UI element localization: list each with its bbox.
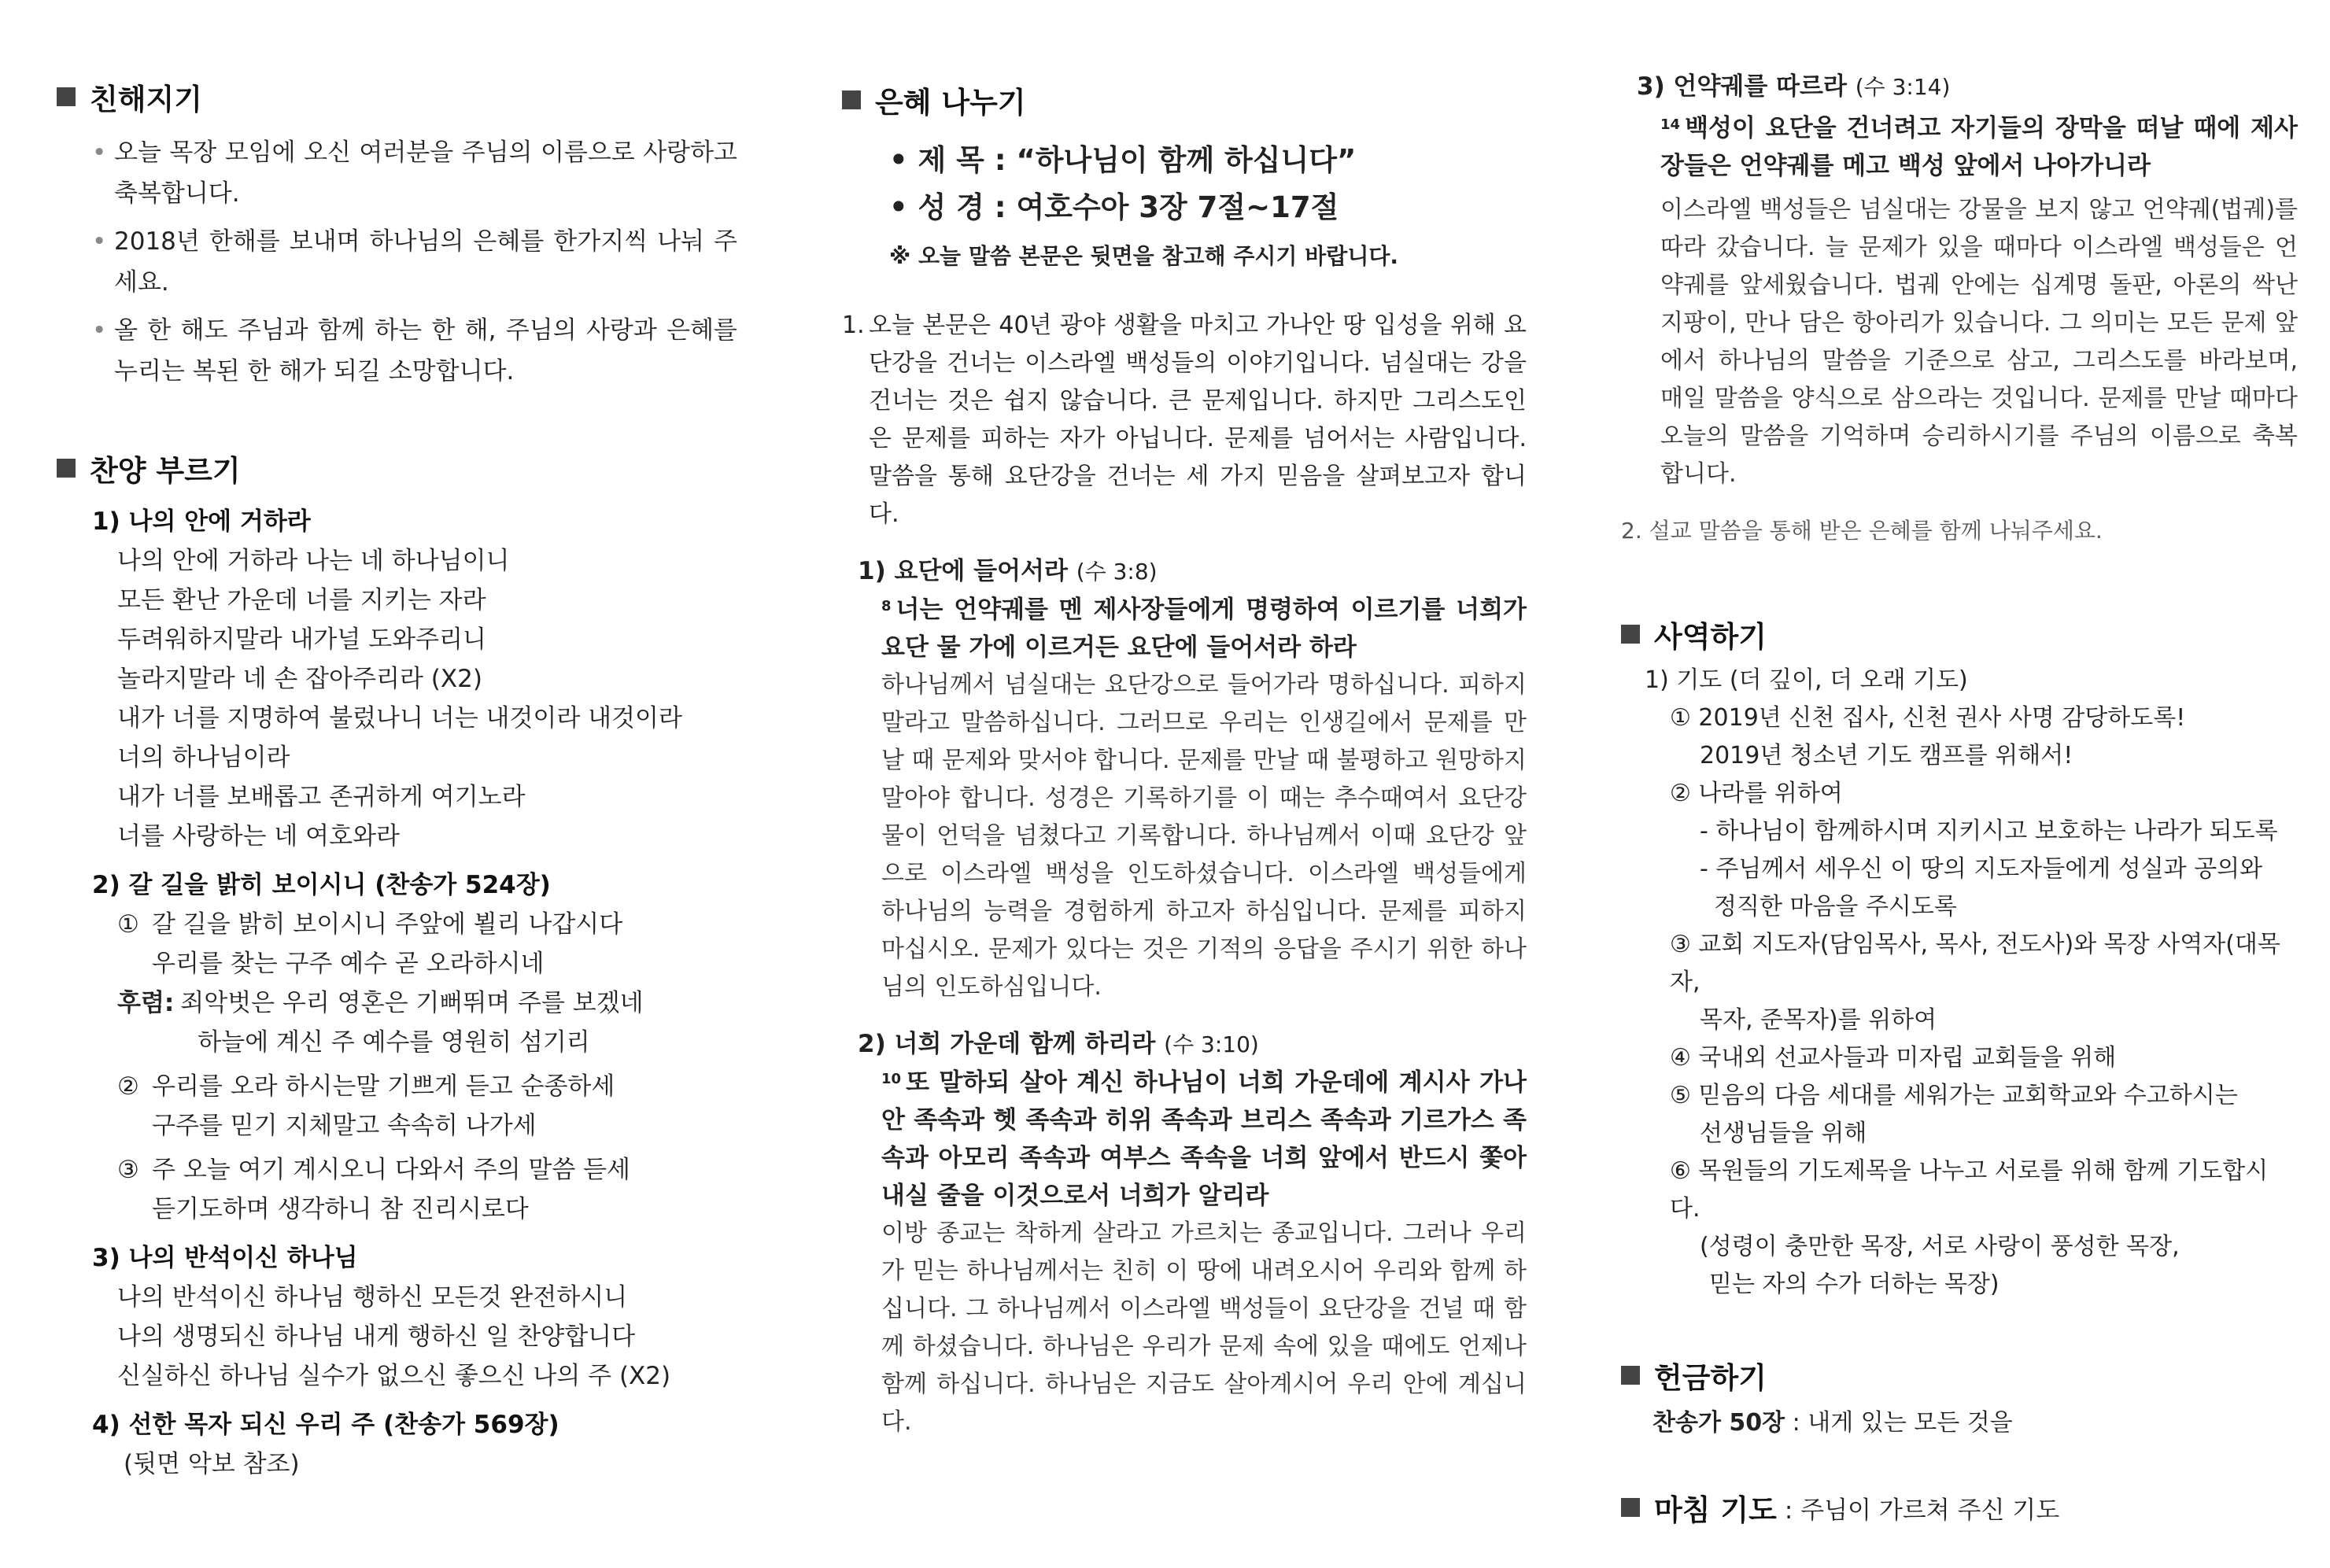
- section-heading-sermon: 은혜 나누기: [842, 79, 1527, 121]
- song-title: 3) 나의 반석이신 하나님: [92, 1244, 358, 1272]
- prayer-line: 2019년 청소년 기도 캠프를 위해서!: [1700, 742, 2073, 769]
- song-lyrics: [117, 1278, 741, 1396]
- square-bullet-icon: [57, 87, 76, 106]
- intro-paragraph: 1. 오늘 본문은 40년 광야 생활을 마치고 가나안 땅 입성을 위해 요단강을 건너는 이스라엘 백성들의 이야기입니다. 넘실대는 강을 건너는 것은 쉽지 않습니다. 큰 문제입니다. 하지만 그리스도인은 문제를 피하는 자가 아닙니다. 문제를 넘어서는 사람입니다. 말씀을 통해 요단강을 건너는 세 가지 믿음을 살펴보고자 합니다.: [842, 312, 1527, 528]
- prayer-line: 1) 기도 (더 깊이, 더 오래 기도): [1645, 666, 1968, 694]
- explanation: 이방 종교는 착하게 살라고 가르치는 종교입니다. 그러나 우리가 믿는 하나님께서는 친히 이 땅에 내려오시어 우리와 함께 하십니다. 그 하나님께서 이스라엘 백성들이 요단강을 건널 때 함께 하셨습니다. 하나님은 우리가 문제 속에 있을 때에도 언제나 함께 하십니다. 하나님은 지금도 살아계시어 우리 안에 계십니다.: [881, 1219, 1527, 1436]
- prayer-list: [1621, 662, 2298, 1304]
- lyric-line: 모든 환난 가운데 너를 지키는 자라: [117, 586, 486, 614]
- lyric-line: 너를 사랑하는 네 여호와라: [117, 822, 400, 850]
- column-middle: [842, 0, 1527, 1441]
- verse: ③ 주 오늘 여기 계시오니 다와서 주의 말씀 듣세 듣기도하며 생각하니 참 진리시로다: [117, 1156, 631, 1223]
- refrain: 후렴: 죄악벗은 우리 영혼은 기뻐뛰며 주를 보겠네 하늘에 계신 주 예수를 영원히 섬기리: [117, 989, 644, 1057]
- lyric-line: 두려워하지말라 내가널 도와주리니: [117, 625, 486, 654]
- prayer-line: ④ 국내외 선교사들과 미자립 교회들을 위해: [1670, 1044, 2117, 1072]
- sermon-topic: • 제 목 : “하나님이 함께 하십니다”: [889, 143, 1357, 177]
- explanation: 이스라엘 백성들은 넘실대는 강물을 보지 않고 언약궤(법궤)를 따라 갔습니다. 늘 문제가 있을 때마다 이스라엘 백성들은 언약궤를 앞세웠습니다. 법궤 안에는 십계명 돌판, 아론의 싹난 지팡이, 만나 담은 항아리가 있습니다. 그 의미는 모든 문제 앞에서 하나님의 말씀을 기준으로 삼고, 그리스도를 바라보며, 매일 말씀을 양식으로 삼으라는 것입니다. 문제를 만날 때마다 오늘의 말씀을 기억하며 승리하시기를 주님의 이름으로 축복합니다.: [1660, 196, 2298, 488]
- prayer-line: ⑥ 목원들의 기도제목을 나누고 서로를 위해 함께 기도합시다.: [1670, 1157, 2269, 1223]
- list-item: • 올 한 해도 주님과 함께 하는 한 해, 주님의 사랑과 은혜를 누리는 복된 한 해가 되길 소망합니다.: [92, 310, 737, 392]
- lyric-line: 신실하신 하나님 실수가 없으신 좋으신 나의 주 (X2): [117, 1362, 671, 1390]
- prayer-line: (성령이 충만한 목장, 서로 사랑이 풍성한 목장,: [1700, 1233, 2180, 1260]
- song-note: (뒷면 악보 참조): [124, 1450, 300, 1478]
- square-bullet-icon: [1621, 1366, 1640, 1385]
- song-list: [92, 502, 741, 1484]
- point-3: [1637, 68, 2298, 493]
- greeting-list: [92, 132, 737, 392]
- prayer-line: ⑤ 믿음의 다음 세대를 세워가는 교회학교와 수고하시는: [1670, 1082, 2238, 1109]
- square-bullet-icon: [842, 90, 861, 109]
- song-title: 1) 나의 안에 거하라: [92, 507, 311, 536]
- sermon-info: [889, 137, 1527, 275]
- prayer-line: ② 나라를 위하여: [1670, 780, 1843, 807]
- verse: ② 우리를 오라 하시는말 기쁘게 듣고 순종하세 구주를 믿기 지체말고 속속히 나가세: [117, 1072, 615, 1140]
- section-heading-ministry: 사역하기: [1621, 613, 2298, 655]
- square-bullet-icon: [1621, 1498, 1640, 1517]
- scripture-quote: $^8$ 너는 언약궤를 멘 제사장들에게 명령하여 이르기를 너희가 요단 물 가에 이르거든 요단에 들어서라 하라: [881, 596, 1527, 662]
- point-1: [858, 552, 1527, 1006]
- song-title: 4) 선한 목자 되신 우리 주 (찬송가 569장): [92, 1411, 559, 1439]
- verse: ① 갈 길을 밝히 보이시니 주앞에 뵐리 나갑시다 우리를 찾는 구주 예수 곧 오라하시네: [117, 910, 623, 978]
- prayer-line: ① 2019년 신천 집사, 신천 권사 사명 감당하도록!: [1670, 704, 2186, 732]
- prayer-line: 선생님들을 위해: [1700, 1120, 1867, 1147]
- lyric-line: 내가 너를 보배롭고 존귀하게 여기노라: [117, 783, 526, 811]
- prayer-line: - 하나님이 함께하시며 지키시고 보호하는 나라가 되도록: [1700, 817, 2278, 845]
- point-2: [858, 1025, 1527, 1441]
- column-left: [57, 0, 741, 1484]
- point-heading: 2) 너희 가운데 함께 하리라 (수 3:10): [858, 1030, 1259, 1058]
- point-heading: 3) 언약궤를 따르라 (수 3:14): [1637, 72, 1951, 101]
- explanation: 하나님께서 넘실대는 요단강으로 들어가라 명하십니다. 피하지 말라고 말씀하십니다. 그러므로 우리는 인생길에서 문제를 만날 때 문제와 맞서야 합니다. 문제를 만날 때 불평하고 원망하지 말아야 합니다. 성경은 기록하기를 이 때는 추수때여서 요단강물이 언덕을 넘쳤다고 기록합니다. 하나님께서 이때 요단강 앞으로 이스라엘 백성을 인도하셨습니다. 이스라엘 백성들에게 하나님의 능력을 경험하게 하고자 하심입니다. 문제를 피하지 마십시오. 문제가 있다는 것은 기적의 응답을 주시기 위한 하나님의 인도하심입니다.: [881, 671, 1527, 1001]
- lyric-line: 나의 생명되신 하나님 내게 행하신 일 찬양합니다: [117, 1323, 636, 1351]
- prayer-line: - 주님께서 세우신 이 땅의 지도자들에게 성실과 공의와: [1700, 855, 2263, 883]
- lyric-line: 놀라지말라 네 손 잡아주리라 (X2): [117, 665, 482, 693]
- song-lyrics: [117, 541, 741, 856]
- list-item: • 2018년 한해를 보내며 하나님의 은혜를 한가지씩 나눠 주세요.: [92, 221, 737, 303]
- lyric-line: 내가 너를 지명하여 불렀나니 너는 내것이라 내것이라: [117, 704, 682, 732]
- section-heading-offering: 헌금하기: [1621, 1354, 2298, 1396]
- prayer-line: 정직한 마음을 주시도록: [1714, 893, 1957, 921]
- square-bullet-icon: [1621, 625, 1640, 644]
- column-right: [1621, 0, 2298, 1529]
- section-heading-praise: 찬양 부르기: [57, 447, 741, 489]
- share-prompt: 2. 설교 말씀을 통해 받은 은혜를 함께 나눠주세요.: [1621, 518, 2103, 544]
- square-bullet-icon: [57, 459, 76, 478]
- song-title: 2) 갈 길을 밝히 보이시니 (찬송가 524장): [92, 871, 551, 899]
- prayer-line: 믿는 자의 수가 더하는 목장): [1709, 1271, 2000, 1298]
- prayer-line: ③ 교회 지도자(담임목사, 목사, 전도사)와 목장 사역자(대목자,: [1670, 931, 2280, 996]
- lyric-line: 나의 안에 거하라 나는 네 하나님이니: [117, 547, 510, 575]
- point-heading: 1) 요단에 들어서라 (수 3:8): [858, 557, 1158, 585]
- sermon-scripture: • 성 경 : 여호수아 3장 7절~17절: [889, 190, 1339, 224]
- list-item: • 오늘 목장 모임에 오신 여러분을 주님의 이름으로 사랑하고 축복합니다.: [92, 132, 737, 214]
- offering-hymn: 찬송가 50장 : 내게 있는 모든 것을: [1652, 1409, 2013, 1437]
- prayer-line: 목자, 준목자)를 위하여: [1700, 1006, 1937, 1034]
- section-heading-greeting: 친해지기: [57, 76, 741, 118]
- section-heading-closing-prayer: 마침 기도 : 주님이 가르쳐 주신 기도: [1621, 1486, 2298, 1529]
- lyric-line: 나의 반석이신 하나님 행하신 모든것 완전하시니: [117, 1283, 628, 1312]
- song-lyrics: [117, 905, 741, 1229]
- notice-text: ※ 오늘 말씀 본문은 뒷면을 참고해 주시기 바랍니다.: [889, 243, 1399, 269]
- scripture-quote: $^{14}$ 백성이 요단을 건너려고 자기들의 장막을 떠날 때에 제사장들은 언약궤를 메고 백성 앞에서 나아가니라: [1660, 114, 2298, 180]
- scripture-quote: $^{10}$ 또 말하되 살아 계신 하나님이 너희 가운데에 계시사 가나안 족속과 헷 족속과 히위 족속과 브리스 족속과 기르가스 족속과 아모리 족속과 여부스 족속을 너희 앞에서 반드시 쫓아내실 줄을 이것으로서 너희가 알리라: [881, 1068, 1527, 1210]
- lyric-line: 너의 하나님이라: [117, 743, 290, 772]
